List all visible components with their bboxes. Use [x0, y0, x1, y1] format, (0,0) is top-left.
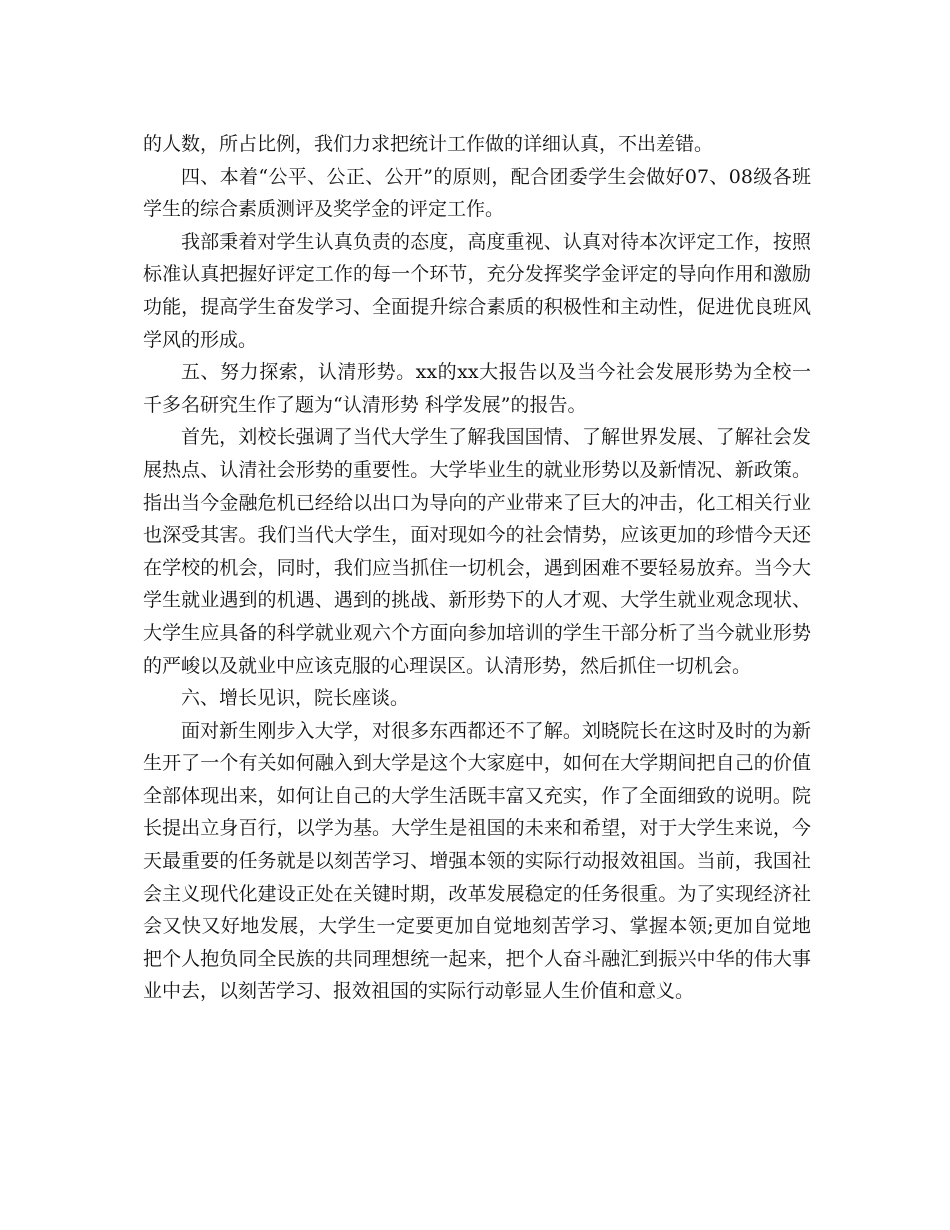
paragraph-section-six: 六、增长见识，院长座谈。 — [181, 687, 410, 710]
document-body — [143, 128, 811, 1008]
paragraph-evaluation-attitude: 我部秉着对学生认真负责的态度，高度重视、认真对待本次评定工作，按照标准认真把握好评定工作的每一个环节，充分发挥奖学金评定的导向作用和激励功能，提高学生奋发学习、全面提升综合素质的积极性和主动性，促进优良班风学风的形成。 — [143, 230, 811, 351]
paragraph-president-speech: 首先，刘校长强调了当代大学生了解我国国情、了解世界发展、了解社会发展热点、认清社会形势的重要性。大学毕业生的就业形势以及新情况、新政策。指出当今金融危机已经给以出口为导向的产业带来了巨大的冲击，化工相关行业也深受其害。我们当代大学生，面对现如今的社会情势，应该更加的珍惜今天还在学校的机会，同时，我们应当抓住一切机会，遇到困难不要轻易放弃。当今大学生就业遇到的机遇、遇到的挑战、新形势下的人才观、大学生就业观念现状、大学生应具备的科学就业观六个方面向参加培训的学生干部分析了当今就业形势的严峻以及就业中应该克服的心理误区。认清形势，然后抓住一切机会。 — [143, 426, 811, 677]
paragraph-dean-talk: 面对新生刚步入大学，对很多东西都还不了解。刘晓院长在这时及时的为新生开了一个有关如何融入到大学是这个大家庭中，如何在大学期间把自己的价值全部体现出来，如何让自己的大学生活既丰富又充实，作了全面细致的说明。院长提出立身百行，以学为基。大学生是祖国的未来和希望，对于大学生来说，今天最重要的任务就是以刻苦学习、增强本领的实际行动报效祖国。当前，我国社会主义现代化建设正处在关键时期，改革发展稳定的任务很重。为了实现经济社会又快又好地发展，大学生一定要更加自觉地刻苦学习、掌握本领;更加自觉地把个人抱负同全民族的共同理想统一起来，把个人奋斗融汇到振兴中华的伟大事业中去，以刻苦学习、报效祖国的实际行动彰显人生价值和意义。 — [143, 719, 811, 1003]
paragraph-section-four: 四、本着“公平、公正、公开”的原则，配合团委学生会做好07、08级各班学生的综合素质测评及奖学金的评定工作。 — [143, 165, 811, 221]
paragraph-section-five: 五、努力探索，认清形势。xx的xx大报告以及当今社会发展形势为全校一千多名研究生作了题为“认清形势 科学发展”的报告。 — [143, 361, 811, 416]
paragraph-continuation: 的人数，所占比例，我们力求把统计工作做的详细认真，不出差错。 — [143, 133, 714, 155]
